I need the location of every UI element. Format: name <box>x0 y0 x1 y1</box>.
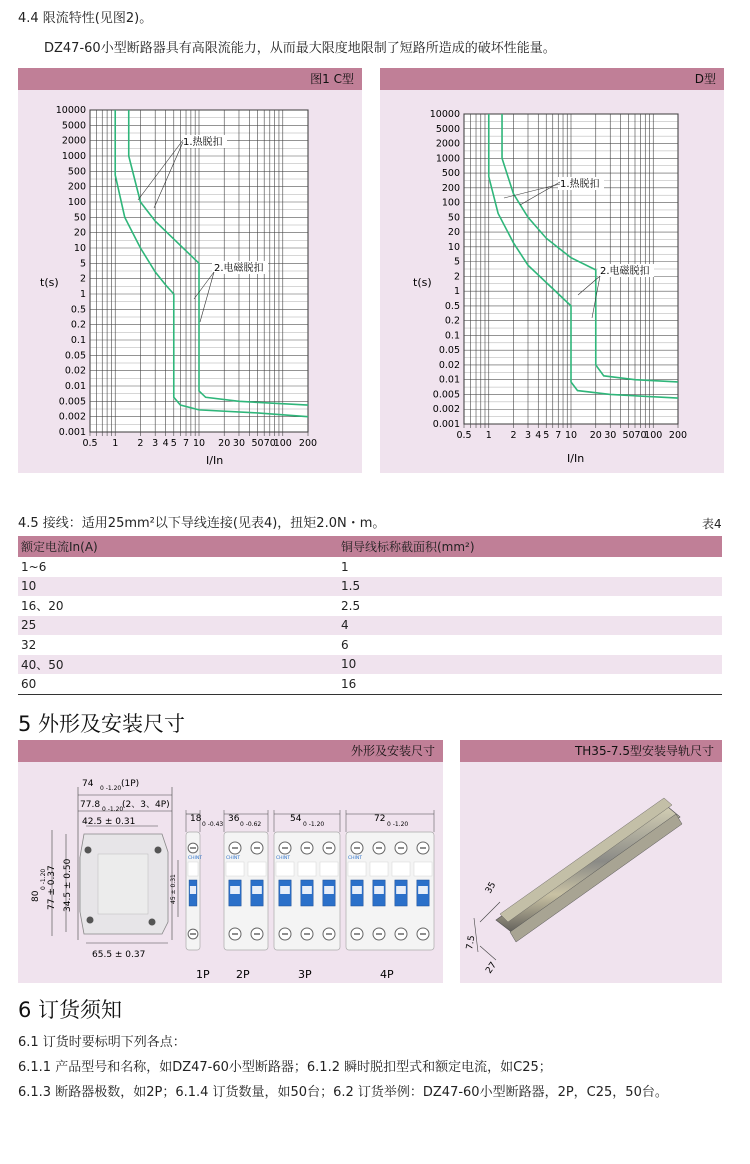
x-tick-label: 2 <box>510 430 517 441</box>
dim-18: 18 <box>190 814 202 824</box>
y-tick-label: 0.02 <box>64 365 86 377</box>
y-tick-label: 2 <box>79 273 86 285</box>
dim-45: 45 ± 0.31 <box>170 874 177 904</box>
y-tick-label: 0.001 <box>432 419 460 430</box>
c-curve-chart <box>18 90 362 473</box>
table-header-section: 铜导线标称截面积(mm²) <box>338 536 722 557</box>
y-tick-label: 100 <box>67 197 86 208</box>
y-tick-label: 0.2 <box>70 319 86 331</box>
dim-36: 36 <box>228 814 240 824</box>
y-tick-label: 0.02 <box>438 359 460 371</box>
x-tick-label: 7 <box>555 430 562 441</box>
dim-42-5: 42.5 ± 0.31 <box>82 817 136 827</box>
table-label: 表4 <box>702 517 722 531</box>
y-tick-label: 0.1 <box>444 330 460 342</box>
curve-panel-d-header: D型 <box>380 68 724 90</box>
dim-80: 80 <box>31 890 41 902</box>
table-row <box>18 674 722 694</box>
y-tick-label: 10000 <box>55 105 86 116</box>
brand-logo: CHINT <box>276 856 290 861</box>
x-tick-label: 100 <box>273 438 292 449</box>
dimension-panel <box>18 740 443 983</box>
order-line-1: 6.1 订货时要标明下列各点： <box>18 1035 186 1050</box>
pole-label-1p: 1P <box>196 968 210 981</box>
section-4-4-title: 4.4 限流特性(见图2)。 <box>18 11 153 26</box>
y-tick-label: 0.001 <box>58 427 86 438</box>
x-tick-label: 5 <box>543 430 550 441</box>
breaker-front-1p <box>186 810 202 950</box>
rail-panel <box>460 740 722 983</box>
x-tick-label: 4 <box>535 430 542 441</box>
y-tick-label: 10 <box>73 243 86 254</box>
y-axis-label: t(s) <box>413 276 432 289</box>
cell-section: 10 <box>338 655 722 675</box>
y-tick-label: 20 <box>73 227 86 239</box>
brand-logo: CHINT <box>188 856 202 861</box>
dimension-panel-header: 外形及安装尺寸 <box>18 740 443 762</box>
magnetic-trip-label: 2.电磁脱扣 <box>214 263 264 274</box>
d-curve-chart <box>380 90 724 473</box>
x-tick-label: 0.5 <box>82 438 98 449</box>
breaker-front-2p <box>224 810 268 950</box>
cell-section: 2.5 <box>341 598 361 613</box>
y-tick-label: 0.2 <box>444 315 460 327</box>
x-tick-label: 30 <box>232 438 246 449</box>
grid <box>56 105 317 449</box>
cell-current: 25 <box>18 616 338 636</box>
y-tick-label: 0.005 <box>432 389 460 401</box>
rail-dim-7-5: 7.5 <box>465 934 478 951</box>
cell-current: 10 <box>18 577 338 597</box>
y-tick-label: 0.002 <box>432 404 460 416</box>
cell-current: 60 <box>18 674 338 694</box>
y-tick-label: 0.1 <box>70 335 86 346</box>
cell-section: 6 <box>341 637 349 652</box>
x-tick-label: 10 <box>192 438 206 449</box>
x-tick-label: 3 <box>524 430 532 441</box>
y-tick-label: 0.5 <box>444 300 460 312</box>
dim-34-5: 34.5 ± 0.50 <box>63 858 73 912</box>
brand-logo: CHINT <box>226 856 240 861</box>
section-4-4-text: DZ47-60小型断路器具有高限流能力，从而最大限度地限制了短路所造成的破坏性能量。 <box>44 41 556 56</box>
x-tick-label: 50 <box>622 430 635 441</box>
cell-section: 1 <box>341 559 349 574</box>
y-tick-label: 1000 <box>61 151 86 162</box>
section-6-title: 6 订货须知 <box>18 998 123 1022</box>
x-tick-label: 10 <box>564 430 578 441</box>
section-5-title: 5 外形及安装尺寸 <box>18 712 186 736</box>
x-tick-label: 70 <box>634 430 647 441</box>
curve-panel-c-header: 图1 C型 <box>18 68 362 90</box>
y-tick-label: 10 <box>447 241 460 253</box>
pole-label-3p: 3P <box>298 968 312 981</box>
y-tick-label: 1 <box>79 289 86 300</box>
dim-77-8-tol: 0 -1.20 <box>102 806 124 813</box>
y-tick-label: 0.005 <box>58 396 86 408</box>
order-line-2: 6.1.1 产品型号和名称，如DZ47-60小型断路器；6.1.2 瞬时脱扣型式和额定电流，如C25； <box>18 1060 552 1075</box>
y-axis-label: t(s) <box>40 276 59 289</box>
table-row <box>18 557 722 577</box>
y-tick-label: 2000 <box>61 135 86 147</box>
dimension-drawing <box>18 762 443 983</box>
x-tick-label: 1 <box>112 438 119 449</box>
dim-80-tol: 0 -1.20 <box>40 868 47 890</box>
magnetic-trip-label: 2.电磁脱扣 <box>600 266 650 277</box>
y-tick-label: 2 <box>453 271 460 283</box>
dim-54: 54 <box>290 814 302 824</box>
y-tick-label: 5000 <box>61 120 86 132</box>
x-tick-label: 7 <box>182 438 190 449</box>
dim-18-tol: 0 -0.43 <box>202 821 224 828</box>
x-tick-label: 3 <box>152 438 159 449</box>
y-tick-label: 20 <box>447 227 460 239</box>
x-tick-label: 200 <box>668 430 688 441</box>
dim-74: 74 <box>82 779 94 789</box>
dim-54-tol: 0 -1.20 <box>303 821 325 828</box>
y-tick-label: 0.01 <box>438 374 460 386</box>
table-row <box>18 577 722 597</box>
x-tick-label: 20 <box>589 430 602 441</box>
table-header-current: 额定电流In(A) <box>18 536 338 557</box>
curve-panel-c <box>18 68 362 473</box>
y-tick-label: 500 <box>441 168 460 180</box>
x-tick-label: 4 <box>162 438 169 449</box>
breaker-front-3p <box>274 810 340 950</box>
table-row <box>18 616 722 636</box>
cell-current: 32 <box>21 637 37 652</box>
y-tick-label: 0.05 <box>438 345 460 357</box>
cell-section: 1.5 <box>338 577 722 597</box>
y-tick-label: 5 <box>453 256 460 268</box>
x-tick-label: 70 <box>263 438 276 449</box>
curve-panel-d <box>380 68 724 473</box>
y-tick-label: 1 <box>453 286 460 298</box>
y-tick-label: 0.5 <box>70 304 86 316</box>
y-tick-label: 5000 <box>435 123 460 135</box>
y-tick-label: 1000 <box>435 153 460 165</box>
breaker-front-4p <box>346 810 434 950</box>
rail-dim-27: 27 <box>484 960 500 976</box>
dim-77v: 77 ± 0.37 <box>47 865 57 910</box>
dim-72: 72 <box>374 814 386 824</box>
y-tick-label: 0.05 <box>64 350 86 362</box>
y-tick-label: 0.01 <box>64 381 86 392</box>
y-tick-label: 10000 <box>429 109 460 120</box>
table-row <box>18 655 722 675</box>
y-tick-label: 2000 <box>435 138 460 150</box>
x-tick-label: 200 <box>298 438 318 449</box>
din-rail <box>496 798 682 942</box>
y-tick-label: 200 <box>441 182 460 194</box>
din-rail-drawing <box>460 762 722 983</box>
front-views <box>186 810 434 950</box>
brand-logo: CHINT <box>348 856 362 861</box>
side-view-breaker <box>80 834 168 934</box>
dim-65-5: 65.5 ± 0.37 <box>92 950 146 960</box>
x-tick-label: 30 <box>604 430 617 441</box>
rail-dim-35: 35 <box>483 880 499 896</box>
cell-section: 4 <box>338 616 722 636</box>
y-tick-label: 0.002 <box>58 411 86 423</box>
cell-current: 1~6 <box>21 559 47 574</box>
order-line-3: 6.1.3 断路器极数，如2P；6.1.4 订货数量，如50台；6.2 订货举例：DZ47-60小型断路器，2P，C25，50台。 <box>18 1085 668 1100</box>
dim-74-note: (1P) <box>121 779 140 789</box>
cell-current: 16、20 <box>21 599 64 614</box>
y-tick-label: 500 <box>67 166 86 178</box>
x-tick-label: 20 <box>218 438 231 449</box>
wire-size-table <box>18 536 722 695</box>
rail-panel-header: TH35-7.5型安装导轨尺寸 <box>460 740 722 762</box>
y-tick-label: 200 <box>67 181 86 193</box>
dim-77-8: 77.8 <box>80 800 101 810</box>
x-axis-label: I/In <box>206 454 224 467</box>
x-axis-label: I/In <box>567 452 585 465</box>
x-tick-label: 1 <box>485 430 492 441</box>
table-row <box>18 596 722 616</box>
y-tick-label: 50 <box>447 212 460 224</box>
pole-label-4p: 4P <box>380 968 394 981</box>
x-tick-label: 5 <box>170 438 177 449</box>
thermal-trip-label: 1.热脱扣 <box>183 137 223 148</box>
y-tick-label: 100 <box>441 197 460 209</box>
thermal-trip-label: 1.热脱扣 <box>560 179 600 190</box>
pole-label-2p: 2P <box>236 968 250 981</box>
cell-section: 16 <box>338 674 722 694</box>
dim-72-tol: 0 -1.20 <box>387 821 409 828</box>
x-tick-label: 0.5 <box>456 430 472 441</box>
x-tick-label: 50 <box>251 438 264 449</box>
dim-77-8-note: (2、3、4P) <box>122 800 170 810</box>
dim-74-tol: 0 -1.20 <box>100 785 122 792</box>
table-row <box>18 635 722 655</box>
y-tick-label: 5 <box>79 258 86 270</box>
grid <box>430 109 687 441</box>
section-4-5-title: 4.5 接线：适用25mm²以下导线连接(见表4)，扭矩2.0N・m。 <box>18 516 386 531</box>
x-tick-label: 100 <box>644 430 663 441</box>
y-tick-label: 50 <box>73 212 86 224</box>
dim-36-tol: 0 -0.62 <box>240 821 262 828</box>
x-tick-label: 2 <box>137 438 144 449</box>
cell-current: 40、50 <box>18 655 338 675</box>
